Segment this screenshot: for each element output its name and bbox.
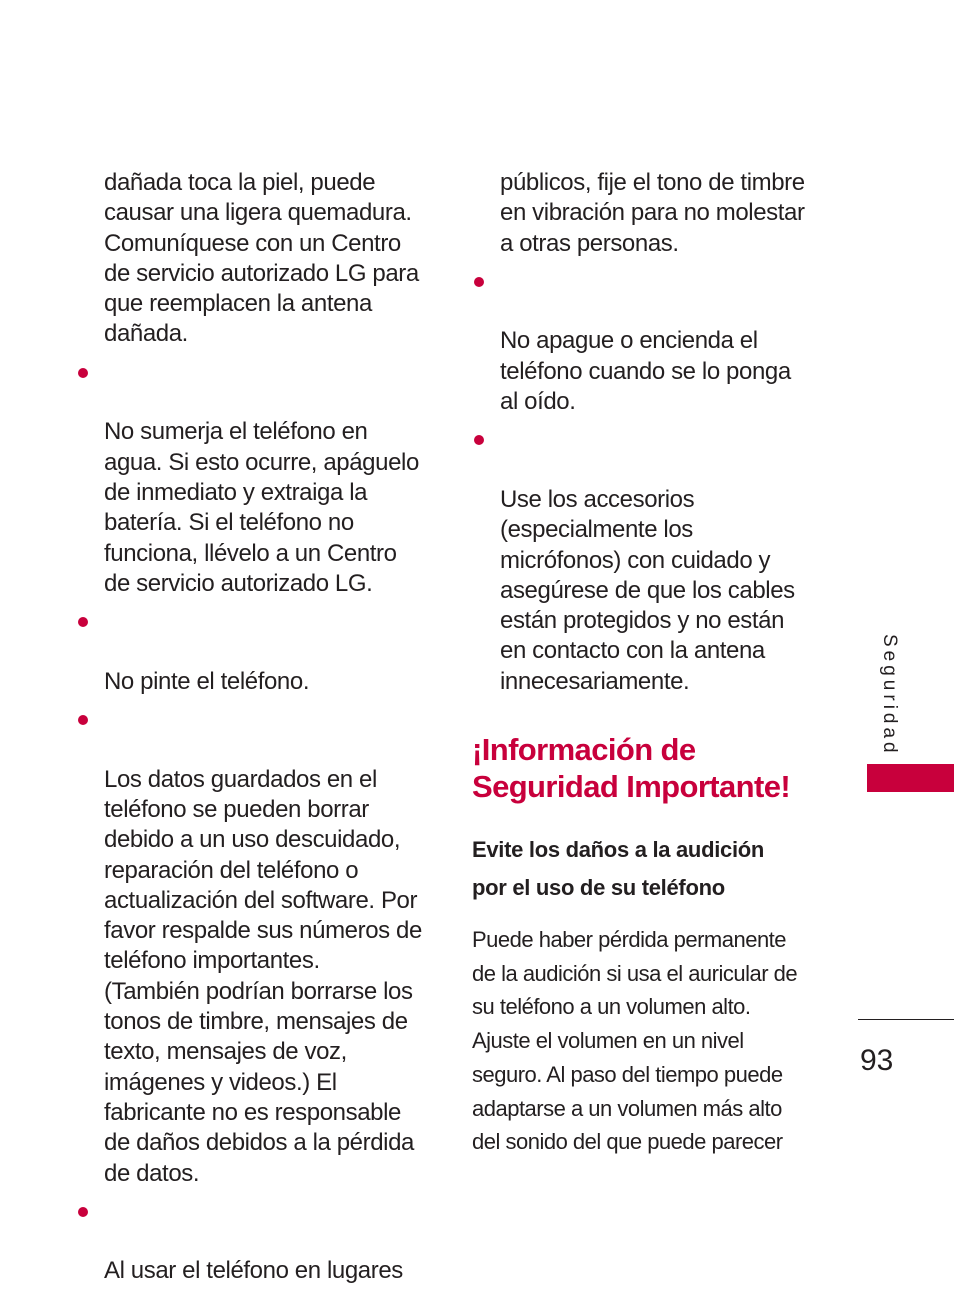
- section-tab-label: Seguridad: [879, 634, 900, 757]
- list-item: [76, 1196, 431, 1287]
- list-item: [472, 424, 832, 697]
- list-item-text: Use los accesorios (especialmente los micrófonos) con cuidado y asegúrese de que los cables están protegidos y no están en contacto con la antena innecesariamente.: [500, 485, 795, 695]
- left-column: [76, 168, 431, 1294]
- bullet-icon: [474, 277, 484, 287]
- list-item-text: Al usar el teléfono en lugares: [104, 1257, 403, 1285]
- bullet-icon: [78, 617, 88, 627]
- body-paragraph: Puede haber pérdida permanente de la audición si usa el auricular de su teléfono a un volumen alto. Ajuste el volumen en un nivel seguro. Al paso del tiempo puede adaptarse a un volumen más alto del sonido del que puede parecer: [472, 927, 798, 1155]
- continuation-paragraph: dañada toca la piel, puede causar una ligera quemadura. Comuníquese con un Centro de servicio autorizado LG para que reemplacen la antena dañada.: [104, 169, 419, 348]
- list-item-text: No apague o encienda el teléfono cuando se lo ponga al oído.: [500, 327, 791, 416]
- bullet-icon: [474, 435, 484, 445]
- list-item: [76, 606, 431, 697]
- list-item-text: Los datos guardados en el teléfono se pueden borrar debido a un uso descuidado, reparación del teléfono o actualización del software. Por favor respalde sus números de teléfono importantes. (También podrían borrarse los tonos de timbre, mensajes de texto, mensajes de voz, imágenes y videos.) El fabricante no es responsable de daños debidos a la pérdida de datos.: [104, 765, 422, 1187]
- page-number: 93: [860, 1044, 894, 1077]
- list-item: [76, 357, 431, 599]
- list-item-text: No sumerja el teléfono en agua. Si esto ocurre, apáguelo de inmediato y extraiga la batería. Si el teléfono no funciona, llévelo a un Centro de servicio autorizado LG.: [104, 418, 419, 597]
- bullet-icon: [78, 368, 88, 378]
- continuation-paragraph: públicos, fije el tono de timbre en vibración para no molestar a otras personas.: [500, 169, 805, 257]
- list-item: [472, 266, 832, 417]
- section-tab-marker: [867, 764, 954, 792]
- right-column: [472, 168, 832, 1159]
- bullet-icon: [78, 1207, 88, 1217]
- section-heading: ¡Información de Seguridad Importante!: [472, 732, 791, 805]
- bullet-icon: [78, 715, 88, 725]
- list-item-text: No pinte el teléfono.: [104, 667, 310, 695]
- list-item: [76, 704, 431, 1189]
- footer-divider: [858, 1019, 954, 1020]
- section-subheading: Evite los daños a la audición por el uso de su teléfono: [472, 837, 765, 901]
